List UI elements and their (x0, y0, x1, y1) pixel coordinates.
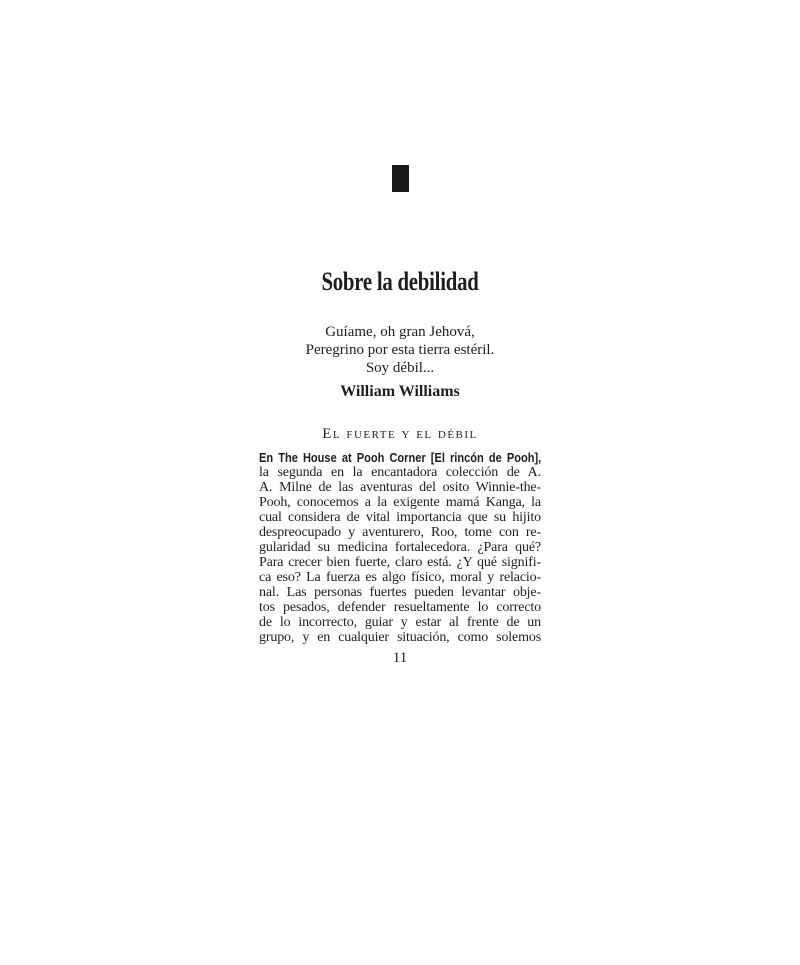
book-page (259, 165, 541, 666)
paragraph-line: despreocupado y aventurero, Roo, tome con re- (259, 525, 541, 540)
paragraph-line: tos pesados, defender resueltamente lo correcto (259, 600, 541, 615)
paragraph-line: grupo, y en cualquier situación, como solemos (259, 630, 541, 645)
epigraph-attribution: William Williams (340, 383, 460, 400)
paragraph-lead-line: En The House at Pooh Corner [El rincón de Pooh], (259, 450, 542, 465)
epigraph-line: Peregrino por esta tierra estéril. (305, 342, 495, 358)
epigraph-line: Guíame, oh gran Jehová, (325, 324, 475, 340)
section-heading: El fuerte y el débil (322, 426, 478, 442)
paragraph-line: nal. Las personas fuertes pueden levantar obje- (259, 585, 541, 600)
epigraph (259, 323, 541, 377)
paragraph-line: ca eso? La fuerza es algo físico, moral y relacio- (259, 570, 541, 585)
body-paragraph (259, 450, 541, 645)
paragraph-line: la segunda en la encantadora colección de A. (259, 465, 541, 480)
epigraph-line: Soy débil... (365, 360, 435, 376)
paragraph-line: Pooh, conocemos a la exigente mamá Kanga, la (259, 495, 541, 510)
paragraph-line: de lo incorrecto, guiar y estar al frente de un (259, 615, 541, 630)
chapter-marker-icon (392, 165, 409, 192)
paragraph-line: Para crecer bien fuerte, claro está. ¿Y qué signifi- (259, 555, 541, 570)
page-number: 11 (392, 650, 408, 666)
paragraph-lines (259, 465, 541, 645)
paragraph-line: cual considera de vital importancia que su hijito (259, 510, 541, 525)
paragraph-line: A. Milne de las aventuras del osito Winnie-the- (259, 480, 541, 495)
chapter-title: Sobre la debilidad (321, 267, 479, 296)
paragraph-line: gularidad su medicina fortalecedora. ¿Para qué? (259, 540, 541, 555)
